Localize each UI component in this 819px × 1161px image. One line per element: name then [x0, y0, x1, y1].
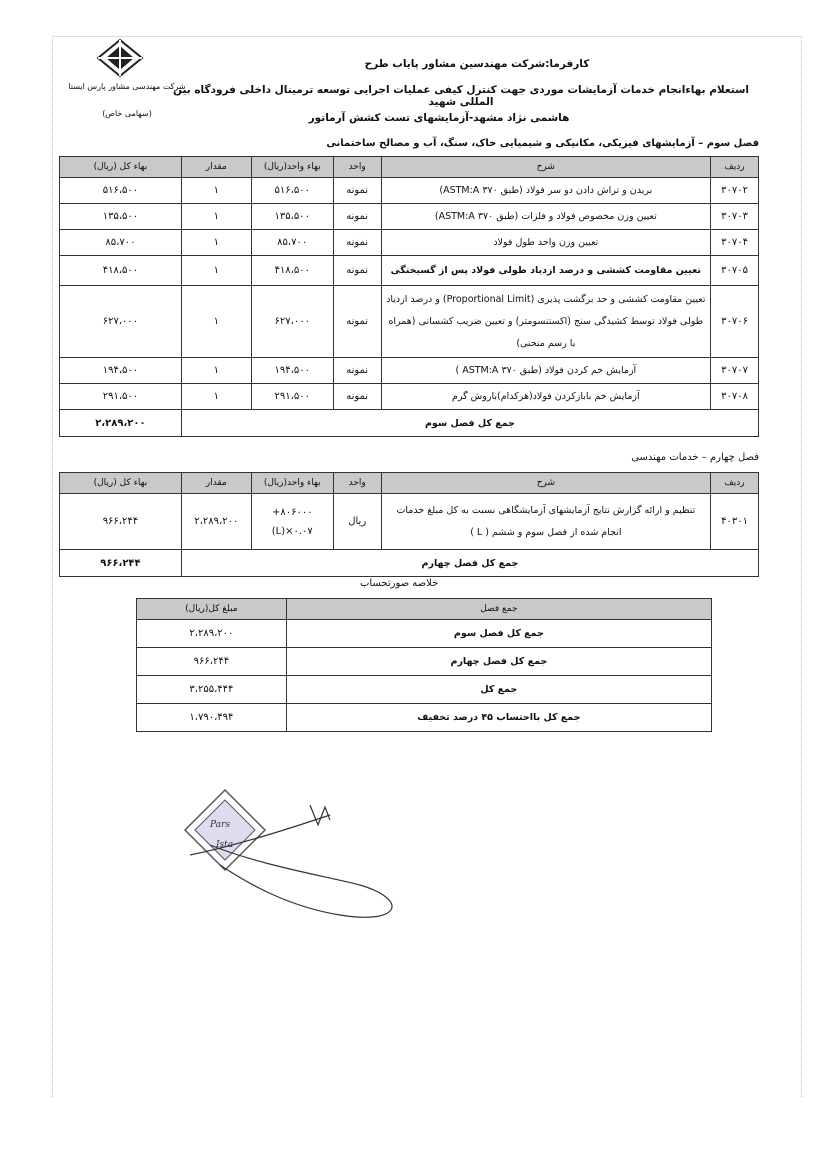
table-row	[60, 178, 759, 204]
row-unit-price: ۵۱۶،۵۰۰	[251, 178, 333, 204]
summary-table	[136, 598, 712, 732]
company-logo-icon	[92, 38, 148, 78]
row-qty: ۱	[181, 358, 251, 384]
row-qty: ۱	[181, 286, 251, 358]
row-code: ۳۰۷۰۷	[711, 358, 759, 384]
header-total: بهاء کل (ریال)	[60, 157, 182, 178]
row-unit: نمونه	[333, 230, 381, 256]
row-total: ۵۱۶،۵۰۰	[60, 178, 182, 204]
row-qty: ۱	[181, 178, 251, 204]
row-desc: تعیین وزن مخصوص فولاد و فلزات (طبق ۳۷۰ ASTM:A)	[381, 204, 710, 230]
row-qty: ۱	[181, 384, 251, 410]
table-row	[60, 230, 759, 256]
company-type: (سهامی خاص)	[102, 109, 152, 118]
chapter3-total-value: ۲،۲۸۹،۲۰۰	[60, 410, 182, 437]
row-code: ۴۰۳۰۱	[711, 494, 759, 550]
company-name: شرکت مهندسی مشاور پارس ایستا	[68, 82, 186, 91]
header-total: بهاء کل (ریال)	[60, 473, 182, 494]
row-unit-price	[251, 494, 333, 550]
row-total: ۴۱۸،۵۰۰	[60, 256, 182, 286]
row-qty: ۱	[181, 256, 251, 286]
table-row	[60, 204, 759, 230]
summary-value: ۳،۲۵۵،۴۴۴	[137, 676, 287, 704]
chapter3-total-row	[60, 410, 759, 437]
chapter3-total-label: جمع کل فصل سوم	[181, 410, 758, 437]
row-desc: تعیین مقاومت کششی و حد برگشت پذیری (Proportional Limit) و درصد ازدیاد طولی فولاد توسط کشیدگی سنج (اکستنسومتر) و تعیین ضریب کشسانی (همراه با رسم منحنی)	[381, 286, 710, 358]
table-row	[60, 494, 759, 550]
chapter3-title: فصل سوم – آزمایشهای فیزیکی، مکانیکی و شیمیایی خاک، سنگ، آب و مصالح ساختمانی	[326, 138, 759, 149]
chapter4-total-label: جمع کل فصل چهارم	[181, 550, 758, 577]
chapter4-title: فصل چهارم – خدمات مهندسی	[631, 452, 759, 463]
header-unit: واحد	[333, 473, 381, 494]
row-unit-price: ۱۳۵،۵۰۰	[251, 204, 333, 230]
row-qty: ۱	[181, 230, 251, 256]
summary-title: خلاصه صورتحساب	[360, 578, 439, 589]
row-total: ۱۹۴،۵۰۰	[60, 358, 182, 384]
summary-row	[137, 648, 712, 676]
row-unit-price: ۶۲۷،۰۰۰	[251, 286, 333, 358]
stamp-text-2: Ista	[216, 840, 234, 850]
summary-header-row	[137, 599, 712, 620]
header-unit: واحد	[333, 157, 381, 178]
row-total: ۹۶۶،۲۴۴	[60, 494, 182, 550]
row-unit-price: ۴۱۸،۵۰۰	[251, 256, 333, 286]
chapter4-total-value: ۹۶۶،۲۴۴	[60, 550, 182, 577]
summary-value: ۱،۷۹۰،۴۹۴	[137, 704, 287, 732]
summary-label: جمع کل فصل چهارم	[286, 648, 711, 676]
summary-label: جمع کل بااحتساب ۴۵ درصد تخفیف	[286, 704, 711, 732]
row-code: ۳۰۷۰۵	[711, 256, 759, 286]
row-total: ۶۲۷،۰۰۰	[60, 286, 182, 358]
summary-row	[137, 676, 712, 704]
table-header-row	[60, 473, 759, 494]
row-unit-price: ۸۵،۷۰۰	[251, 230, 333, 256]
summary-col-chapter: جمع فصل	[286, 599, 711, 620]
row-code: ۳۰۷۰۲	[711, 178, 759, 204]
row-qty: ۱	[181, 204, 251, 230]
row-unit: نمونه	[333, 256, 381, 286]
row-desc: آزمایش خم بابازکردن فولاد(هرکدام)باروش گرم	[381, 384, 710, 410]
row-desc: بریدن و تراش دادن دو سر فولاد (طبق ۳۷۰ ASTM:A)	[381, 178, 710, 204]
unit-price-line1: ۸۰۶۰۰۰+	[271, 506, 313, 518]
stamp-signature-icon	[180, 785, 420, 935]
row-unit: نمونه	[333, 358, 381, 384]
header-qty: مقدار	[181, 157, 251, 178]
row-unit-price: ۲۹۱،۵۰۰	[251, 384, 333, 410]
row-code: ۳۰۷۰۴	[711, 230, 759, 256]
chapter3-table	[59, 156, 759, 437]
summary-value: ۹۶۶،۲۴۴	[137, 648, 287, 676]
row-unit: نمونه	[333, 178, 381, 204]
row-desc: آزمایش خم کردن فولاد (طبق ۳۷۰ ASTM:A )	[381, 358, 710, 384]
row-unit: نمونه	[333, 384, 381, 410]
row-qty: ۲،۲۸۹،۲۰۰	[181, 494, 251, 550]
header-qty: مقدار	[181, 473, 251, 494]
summary-value: ۲،۲۸۹،۲۰۰	[137, 620, 287, 648]
row-total: ۸۵،۷۰۰	[60, 230, 182, 256]
summary-label: جمع کل	[286, 676, 711, 704]
row-desc: تعیین وزن واحد طول فولاد	[381, 230, 710, 256]
employer-line: کارفرما:شرکت مهندسین مشاور پایاب طرح	[364, 58, 590, 70]
row-code: ۳۰۷۰۶	[711, 286, 759, 358]
table-row	[60, 384, 759, 410]
row-unit-price: ۱۹۴،۵۰۰	[251, 358, 333, 384]
header-unit-price: بهاء واحد(ریال)	[251, 157, 333, 178]
row-total: ۲۹۱،۵۰۰	[60, 384, 182, 410]
summary-row	[137, 620, 712, 648]
row-desc: تنظیم و ارائه گزارش نتایج آزمایشهای آزمایشگاهی نسبت به کل مبلغ خدمات انجام شده از فصل سوم و ششم ( L )	[381, 494, 710, 550]
summary-col-amount: مبلغ کل(ریال)	[137, 599, 287, 620]
header-unit-price: بهاء واحد(ریال)	[251, 473, 333, 494]
inquiry-line: استعلام بهاءانجام خدمات آزمایشات موردی جهت کنترل کیفی عملیات اجرایی توسعه ترمینال داخلی فرودگاه بین المللی شهید	[173, 84, 749, 108]
table-row	[60, 286, 759, 358]
row-code: ۳۰۷۰۳	[711, 204, 759, 230]
header-row-no: ردیف	[711, 157, 759, 178]
row-total: ۱۳۵،۵۰۰	[60, 204, 182, 230]
header-row-no: ردیف	[711, 473, 759, 494]
chapter4-total-row	[60, 550, 759, 577]
row-desc: تعیین مقاومت کششی و درصد ازدیاد طولی فولاد پس از گسیختگی	[381, 256, 710, 286]
location-line: هاشمی نژاد مشهد-آزمایشهای تست کشش آرماتور	[308, 112, 570, 124]
row-unit: نمونه	[333, 204, 381, 230]
row-unit: ریال	[333, 494, 381, 550]
summary-row	[137, 704, 712, 732]
header-desc: شرح	[381, 157, 710, 178]
unit-price-line2: ۰.۰۷×(L)	[271, 525, 313, 537]
row-code: ۳۰۷۰۸	[711, 384, 759, 410]
table-header-row	[60, 157, 759, 178]
table-row	[60, 256, 759, 286]
company-stamp-icon	[185, 790, 265, 870]
row-unit: نمونه	[333, 286, 381, 358]
stamp-text-1: Pars	[210, 820, 230, 830]
summary-label: جمع کل فصل سوم	[286, 620, 711, 648]
header-desc: شرح	[381, 473, 710, 494]
table-row	[60, 358, 759, 384]
chapter4-table	[59, 472, 759, 577]
